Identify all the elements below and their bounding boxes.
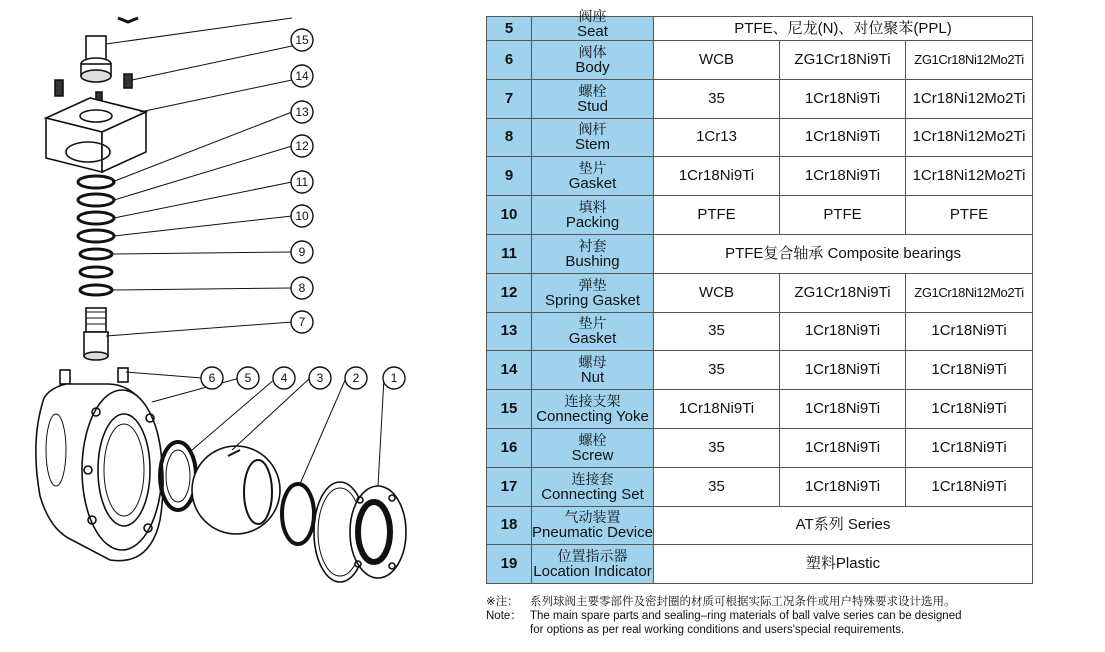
callout-label: 4	[280, 371, 288, 385]
part-name	[532, 273, 654, 312]
material-cell: ZG1Cr18Ni9Ti	[780, 41, 906, 80]
part-name-zh: 连接支架	[564, 393, 621, 410]
material-span: PTFE、尼龙(N)、对位聚苯(PPL)	[654, 17, 1033, 41]
part-name-zh: 螺栓	[578, 82, 607, 99]
callout-7	[291, 311, 313, 333]
material-cell: 1Cr18Ni9Ti	[780, 157, 906, 196]
table-row	[487, 118, 1033, 157]
part-number: 15	[487, 390, 532, 429]
callout-15	[291, 29, 313, 51]
part-name-zh: 阀座	[578, 7, 607, 24]
callout-3	[309, 367, 331, 389]
callout-label: 14	[295, 69, 309, 83]
part-name-en: Gasket	[568, 330, 617, 348]
note-zh-label: ※注：	[486, 596, 519, 608]
table-row	[487, 41, 1033, 80]
callout-2	[345, 367, 367, 389]
part-name-en: Gasket	[568, 175, 617, 193]
part-name	[532, 545, 654, 584]
callout-14	[291, 65, 313, 87]
table-row	[487, 506, 1033, 545]
material-cell: WCB	[654, 273, 780, 312]
part-number: 18	[487, 506, 532, 545]
part-name-zh: 螺栓	[578, 431, 607, 448]
material-cell: 1Cr18Ni9Ti	[654, 390, 780, 429]
callout-6	[201, 367, 223, 389]
table-row	[487, 390, 1033, 429]
part-name-zh: 垫片	[578, 160, 607, 177]
part-name-zh: 螺母	[578, 354, 607, 371]
second-seat-part	[282, 484, 314, 544]
callout-12	[291, 135, 313, 157]
material-span: 塑料Plastic	[654, 545, 1033, 584]
material-cell: PTFE	[654, 196, 780, 235]
gasket-stack	[78, 176, 114, 295]
callout-label: 7	[298, 315, 306, 329]
material-cell: 1Cr18Ni9Ti	[654, 157, 780, 196]
part-name-en: Stud	[577, 97, 608, 115]
valve-body-part	[36, 384, 163, 561]
material-cell: PTFE	[906, 196, 1033, 235]
callout-9	[291, 241, 313, 263]
callout-label: 8	[298, 281, 306, 295]
material-cell: 1Cr18Ni12Mo2Ti	[906, 157, 1033, 196]
part-name	[532, 118, 654, 157]
material-cell: 1Cr18Ni9Ti	[780, 79, 906, 118]
connecting-set-part	[81, 36, 111, 82]
material-cell: ZG1Cr18Ni12Mo2Ti	[906, 273, 1033, 312]
note-en-label: Note：	[486, 610, 522, 622]
callout-10	[291, 205, 313, 227]
material-cell: 1Cr18Ni9Ti	[780, 428, 906, 467]
connecting-yoke-part	[46, 98, 146, 172]
part-name-en: Connecting Yoke	[536, 408, 649, 426]
note-zh-text: 系列球阀主要零部件及密封圈的材质可根据实际工况条件或用户特殊要求设计选用。	[530, 596, 956, 608]
callout-label: 6	[208, 371, 216, 385]
part-name-en: Bushing	[565, 252, 620, 270]
part-name	[532, 467, 654, 506]
part-name	[532, 79, 654, 118]
table-row	[487, 545, 1033, 584]
table-row	[487, 79, 1033, 118]
part-name-en: Screw	[571, 446, 614, 464]
part-number: 9	[487, 157, 532, 196]
material-cell: ZG1Cr18Ni9Ti	[780, 273, 906, 312]
part-number: 10	[487, 196, 532, 235]
table-row	[487, 196, 1033, 235]
part-number: 5	[487, 17, 532, 41]
material-cell: 1Cr18Ni12Mo2Ti	[906, 79, 1033, 118]
material-cell: 35	[654, 467, 780, 506]
part-number: 19	[487, 545, 532, 584]
callout-13	[291, 101, 313, 123]
part-name-en: Location Indicator	[533, 563, 652, 581]
material-cell: 35	[654, 428, 780, 467]
material-cell: 1Cr18Ni9Ti	[906, 351, 1033, 390]
part-name-zh: 连接套	[571, 470, 614, 487]
part-name	[532, 428, 654, 467]
part-number: 14	[487, 351, 532, 390]
part-number: 11	[487, 234, 532, 273]
callout-11	[291, 171, 313, 193]
exploded-valve-diagram	[0, 0, 470, 652]
materials-table	[486, 7, 1033, 584]
callout-label: 11	[295, 175, 309, 189]
callout-label: 1	[390, 371, 398, 385]
material-span: AT系列 Series	[654, 506, 1033, 545]
part-number: 7	[487, 79, 532, 118]
material-cell: PTFE	[780, 196, 906, 235]
table-row	[487, 157, 1033, 196]
note-en-line1: The main spare parts and sealing–ring materials of ball valve series can be designed	[530, 610, 962, 622]
table-row	[487, 234, 1033, 273]
part-name	[532, 234, 654, 273]
part-name-en: Packing	[565, 214, 620, 232]
material-cell: 1Cr18Ni9Ti	[780, 467, 906, 506]
material-cell: 1Cr18Ni9Ti	[906, 467, 1033, 506]
callout-4	[273, 367, 295, 389]
material-cell: 1Cr18Ni9Ti	[906, 428, 1033, 467]
material-span: PTFE复合轴承 Composite bearings	[654, 234, 1033, 273]
ball-part	[192, 446, 280, 534]
table-row	[487, 17, 1033, 41]
part-name-zh: 垫片	[578, 315, 607, 332]
note-english	[486, 609, 1086, 637]
seat-part	[160, 442, 196, 510]
part-number: 6	[487, 41, 532, 80]
table-row	[487, 273, 1033, 312]
callout-label: 2	[352, 371, 360, 385]
part-name	[532, 157, 654, 196]
table-row	[487, 467, 1033, 506]
material-cell: 35	[654, 79, 780, 118]
callout-label: 15	[295, 33, 309, 47]
part-number: 13	[487, 312, 532, 351]
part-name-en: Stem	[574, 136, 610, 154]
material-cell: 1Cr13	[654, 118, 780, 157]
material-cell: WCB	[654, 41, 780, 80]
end-cap-part	[350, 486, 406, 578]
note-chinese	[486, 595, 1086, 609]
callout-label: 10	[295, 209, 309, 223]
part-name	[532, 312, 654, 351]
part-name-en: Connecting Set	[541, 485, 644, 503]
part-name-en: Pneumatic Device	[532, 524, 653, 542]
note-en-line2: for options as per real working conditions and users'special requirements.	[530, 624, 905, 636]
part-name-en: Spring Gasket	[544, 291, 641, 309]
part-name-zh: 位置指示器	[557, 548, 628, 565]
part-number: 12	[487, 273, 532, 312]
callout-label: 3	[316, 371, 324, 385]
material-cell: ZG1Cr18Ni12Mo2Ti	[906, 41, 1033, 80]
material-cell: 1Cr18Ni9Ti	[906, 390, 1033, 429]
table-row	[487, 351, 1033, 390]
note-block	[486, 595, 1086, 637]
material-cell: 35	[654, 351, 780, 390]
material-cell: 1Cr18Ni9Ti	[780, 118, 906, 157]
part-name	[532, 196, 654, 235]
callout-8	[291, 277, 313, 299]
part-name-zh: 阀体	[578, 43, 607, 60]
part-name-zh: 弹垫	[578, 276, 607, 293]
part-number: 17	[487, 467, 532, 506]
stem-part	[84, 308, 108, 360]
callout-label: 5	[244, 371, 252, 385]
part-name-en: Seat	[577, 22, 608, 40]
material-cell: 1Cr18Ni9Ti	[780, 390, 906, 429]
part-name-zh: 气动装置	[564, 509, 621, 526]
material-cell: 1Cr18Ni9Ti	[906, 312, 1033, 351]
callout-label: 13	[295, 105, 309, 119]
part-name-zh: 衬套	[578, 237, 607, 254]
part-name	[532, 41, 654, 80]
callout-5	[237, 367, 259, 389]
part-name	[532, 390, 654, 429]
part-name-en: Nut	[580, 369, 605, 387]
callout-label: 12	[295, 139, 309, 153]
stud-part	[60, 368, 128, 384]
table-row	[487, 428, 1033, 467]
part-name-en: Body	[575, 58, 610, 76]
part-number: 16	[487, 428, 532, 467]
material-cell: 1Cr18Ni9Ti	[780, 351, 906, 390]
table-row	[487, 312, 1033, 351]
material-cell: 1Cr18Ni9Ti	[780, 312, 906, 351]
callout-1	[383, 367, 405, 389]
part-name-zh: 阀杆	[578, 121, 607, 138]
part-name	[532, 506, 654, 545]
part-name	[532, 7, 654, 41]
part-name	[532, 351, 654, 390]
material-cell: 35	[654, 312, 780, 351]
material-cell: 1Cr18Ni12Mo2Ti	[906, 118, 1033, 157]
part-number: 8	[487, 118, 532, 157]
part-name-zh: 填料	[578, 199, 607, 216]
top-part-fragment	[118, 18, 138, 22]
callout-label: 9	[298, 245, 306, 259]
